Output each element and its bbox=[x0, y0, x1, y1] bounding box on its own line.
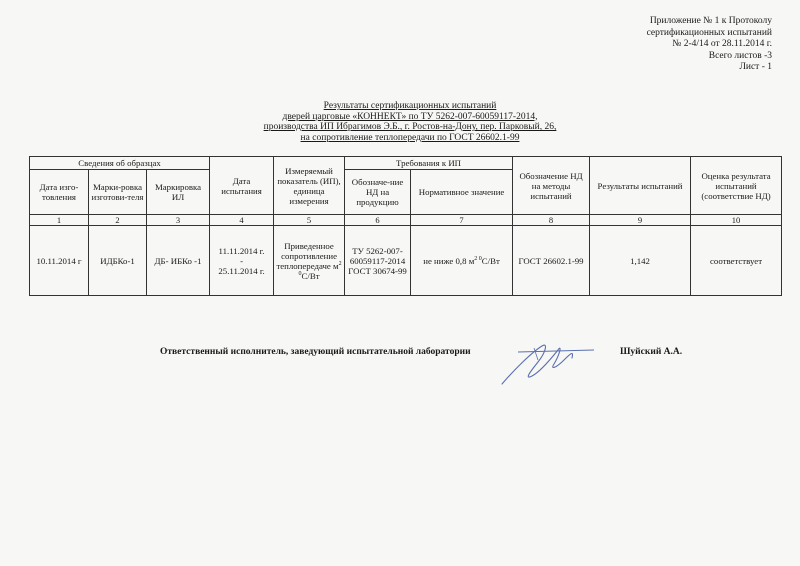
column-number: 5 bbox=[274, 215, 345, 226]
header-il-marking: Маркировка ИЛ bbox=[147, 170, 210, 215]
document-title bbox=[200, 101, 620, 143]
indicator-superscript: 2 0 bbox=[298, 260, 342, 277]
appendix-line: № 2-4/14 от 28.11.2014 г. bbox=[672, 39, 772, 49]
cell-result: 1,142 bbox=[590, 226, 691, 296]
cell-manufacture-date: 10.11.2014 г bbox=[30, 226, 89, 296]
column-number: 7 bbox=[411, 215, 513, 226]
indicator-unit: С/Вт bbox=[301, 270, 320, 281]
normative-unit: С/Вт bbox=[481, 255, 500, 266]
column-number: 2 bbox=[89, 215, 147, 226]
cell-test-date bbox=[210, 226, 274, 296]
column-number: 4 bbox=[210, 215, 274, 226]
title-line: на сопротивление теплопередачи по ГОСТ 26602.1-99 bbox=[300, 132, 520, 143]
test-date-from: 11.11.2014 г. bbox=[218, 245, 265, 256]
appendix-line: Приложение № 1 к Протоколу bbox=[649, 16, 772, 26]
header-normative-value: Нормативное значение bbox=[411, 170, 513, 215]
cell-il-marking: ДБ- ИБКо -1 bbox=[147, 226, 210, 296]
handwritten-signature bbox=[494, 330, 604, 388]
header-manufacturer-marking: Марки-ровка изготови-теля bbox=[89, 170, 147, 215]
appendix-line: Всего листов -3 bbox=[708, 50, 772, 61]
appendix-line: сертификационных испытаний bbox=[646, 27, 772, 38]
group-header-samples: Сведения об образцах bbox=[30, 157, 210, 170]
header-assessment: Оценка результата испытаний (соответствие НД) bbox=[691, 157, 782, 215]
normative-superscript: 2 0 bbox=[474, 255, 482, 262]
header-results: Результаты испытаний bbox=[590, 157, 691, 215]
indicator-text: Приведенное сопротивление теплопередаче м bbox=[276, 240, 339, 271]
header-nd-designation: Обозначе-ние НД на продукцию bbox=[345, 170, 411, 215]
column-number: 1 bbox=[30, 215, 89, 226]
cell-nd-product: ТУ 5262-007-60059117-2014 ГОСТ 30674-99 bbox=[345, 226, 411, 296]
results-table bbox=[29, 156, 782, 296]
appendix-line: Лист - 1 bbox=[739, 62, 772, 72]
signer-name: Шуйский А.А. bbox=[620, 347, 683, 357]
column-number: 10 bbox=[691, 215, 782, 226]
cell-method-nd: ГОСТ 26602.1-99 bbox=[513, 226, 590, 296]
test-date-separator: - bbox=[240, 255, 243, 266]
header-manufacture-date: Дата изго-товления bbox=[30, 170, 89, 215]
header-test-date: Дата испытания bbox=[210, 157, 274, 215]
cell-assessment: соответствует bbox=[691, 226, 782, 296]
column-number: 8 bbox=[513, 215, 590, 226]
appendix-header bbox=[572, 16, 772, 74]
normative-text: не ниже 0,8 м bbox=[423, 255, 475, 266]
header-indicator: Измеряемый показатель (ИП), единица измерения bbox=[274, 157, 345, 215]
column-number: 6 bbox=[345, 215, 411, 226]
group-header-requirements: Требования к ИП bbox=[345, 157, 513, 170]
header-method-nd: Обозначение НД на методы испытаний bbox=[513, 157, 590, 215]
table-row bbox=[30, 226, 782, 296]
cell-normative-value bbox=[411, 226, 513, 296]
signature-label: Ответственный исполнитель, заведующий испытательной лаборатории bbox=[160, 347, 471, 357]
title-line: производства ИП Ибрагимов Э.Б., г. Ростов-на-Дону, пер. Парковый, 26, bbox=[263, 122, 557, 132]
test-date-to: 25.11.2014 г. bbox=[218, 265, 265, 276]
title-line: дверей царговые «КОННЕКТ» по ТУ 5262-007-60059117-2014, bbox=[282, 111, 538, 122]
cell-manufacturer-marking: ИДБКо-1 bbox=[89, 226, 147, 296]
title-line: Результаты сертификационных испытаний bbox=[323, 101, 497, 111]
cell-indicator bbox=[274, 226, 345, 296]
column-number: 3 bbox=[147, 215, 210, 226]
column-number: 9 bbox=[590, 215, 691, 226]
